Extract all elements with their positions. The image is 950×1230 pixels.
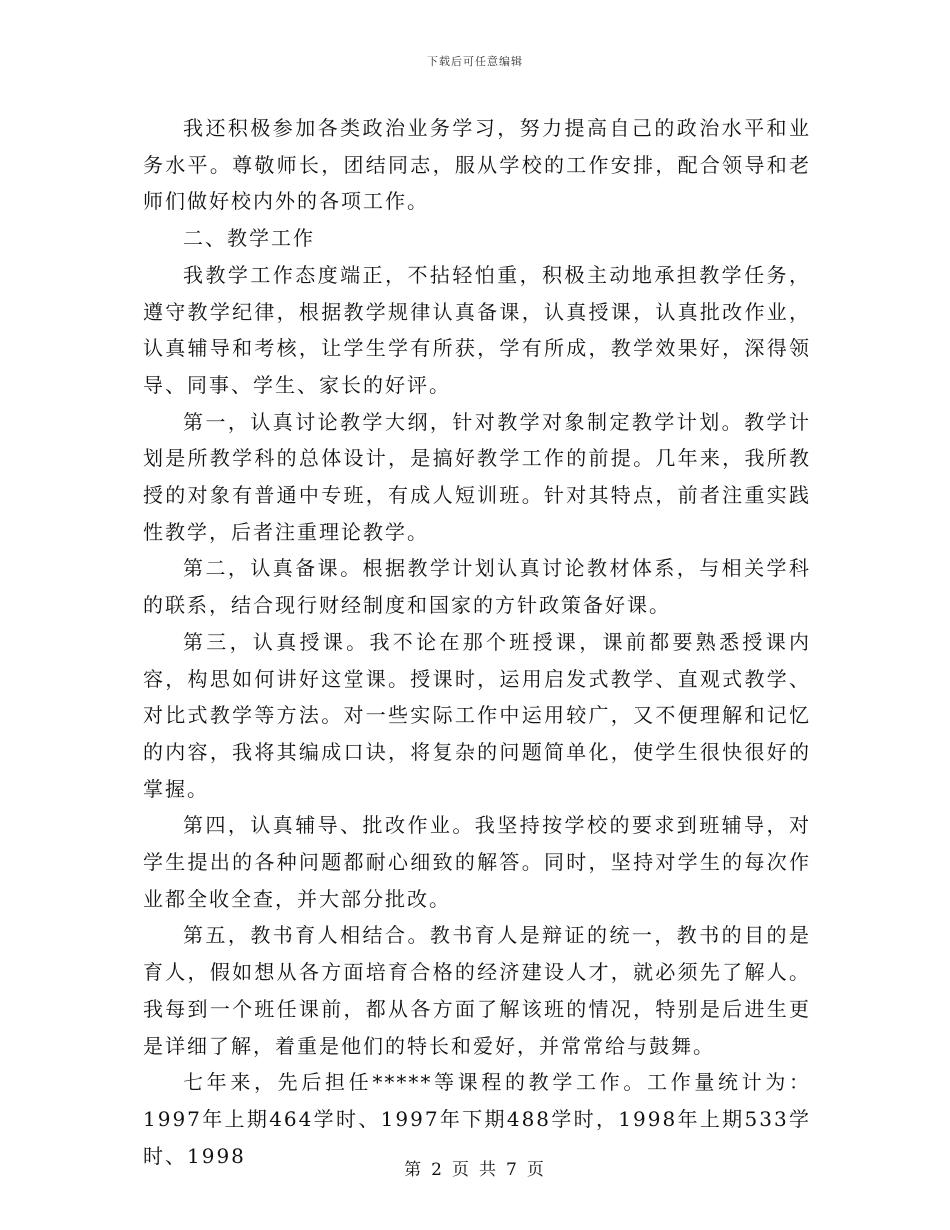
paragraph-fourth-point: 第四，认真辅导、批改作业。我坚持按学校的要求到班辅导，对学生提出的各种问题都耐心细致的解答。同时，坚持对学生的每次作业都全收全查，并大部分批改。 bbox=[143, 813, 811, 911]
header-note: 下载后可任意编辑 bbox=[427, 55, 523, 68]
paragraph-political-study: 我还积极参加各类政治业务学习，努力提高自己的政治水平和业务水平。尊敬师长，团结同志，服从学校的工作安排，配合领导和老师们做好校内外的各项工作。 bbox=[143, 116, 811, 214]
footer-label-page: 页 bbox=[452, 1160, 471, 1180]
document-body bbox=[143, 110, 811, 1174]
footer-label-prefix: 第 bbox=[404, 1160, 424, 1180]
paragraph-second-point: 第二，认真备课。根据教学计划认真讨论教材体系，与相关学科的联系，结合现行财经制度和国家的方针政策备好课。 bbox=[143, 556, 811, 618]
page-footer bbox=[0, 1155, 950, 1180]
paragraph-teaching-attitude: 我教学工作态度端正，不拈轻怕重，积极主动地承担教学任务，遵守教学纪律，根据教学规律认真备课，认真授课，认真批改作业，认真辅导和考核，让学生学有所获，学有所成，教学效果好，深得领导、同事、学生、家长的好评。 bbox=[143, 262, 811, 397]
footer-current-page: 2 bbox=[431, 1160, 444, 1180]
footer-label-suffix: 页 bbox=[526, 1160, 546, 1180]
paragraph-first-point: 第一，认真讨论教学大纲，针对教学对象制定教学计划。教学计划是所教学科的总体设计，是搞好教学工作的前提。几年来，我所教授的对象有普通中专班，有成人短训班。针对其特点，前者注重实践性教学，后者注重理论教学。 bbox=[143, 409, 811, 544]
paragraph-workload: 七年来，先后担任*****等课程的教学工作。工作量统计为：1997年上期464学时、1997年下期488学时，1998年上期533学时、1998 bbox=[143, 1070, 811, 1168]
footer-total-pages: 7 bbox=[506, 1160, 519, 1180]
paragraph-third-point: 第三，认真授课。我不论在那个班授课，课前都要熟悉授课内容，构思如何讲好这堂课。授课时，运用启发式教学、直观式教学、对比式教学等方法。对一些实际工作中运用较广，又不便理解和记忆的内容，我将其编成口诀，将复杂的问题简单化，使学生很快很好的掌握。 bbox=[143, 629, 811, 801]
paragraph-fifth-point: 第五，教书育人相结合。教书育人是辩证的统一，教书的目的是育人，假如想从各方面培育合格的经济建设人才，就必须先了解人。我每到一个班任课前，都从各方面了解该班的情况，特别是后进生更是详细了解，着重是他们的特长和爱好，并常常给与鼓舞。 bbox=[143, 923, 811, 1058]
footer-label-total: 共 bbox=[479, 1160, 498, 1180]
section-heading-teaching: 二、教学工作 bbox=[183, 226, 315, 251]
